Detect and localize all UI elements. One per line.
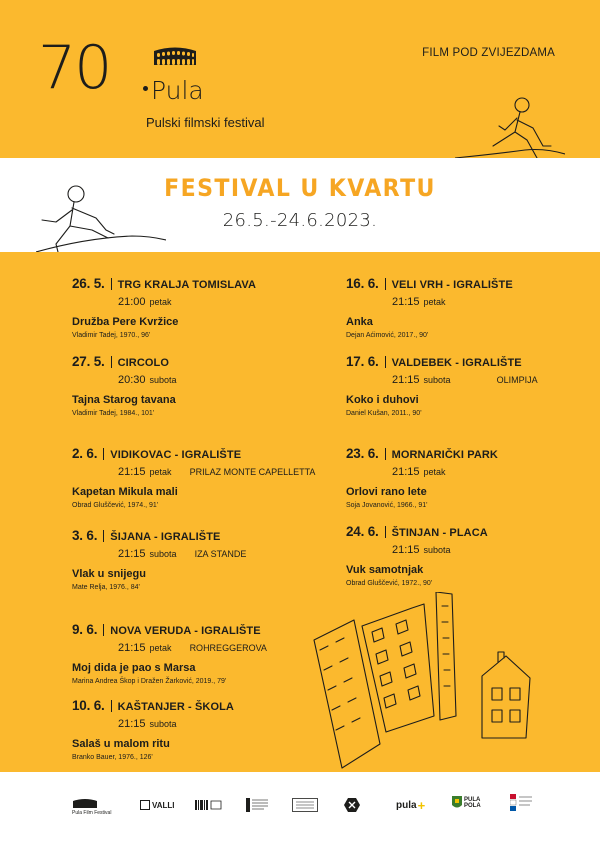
event-film-title: Orlovi rano lete [346, 486, 427, 498]
header-band [0, 0, 600, 158]
event-film-meta: Soja Jovanović, 1966., 91' [346, 502, 428, 509]
event-date: 27. 5. [72, 354, 105, 369]
event-time-row [392, 374, 586, 386]
county-logo-icon [510, 794, 534, 814]
sponsor-pula-plus-label: pula [396, 800, 417, 811]
event-time-row [118, 642, 312, 654]
event-divider [111, 278, 112, 290]
event-day: petak [423, 467, 446, 477]
event-day: subota [149, 375, 177, 385]
sponsor-valli-label: VALLI [152, 800, 175, 810]
sponsor-logos [0, 798, 600, 828]
event-time: 20:30 [118, 374, 146, 386]
sponsor-pff-label: Pula Film Festival [72, 810, 112, 816]
event-film-meta: Daniel Kušan, 2011., 90' [346, 410, 422, 417]
event-film-title: Anka [346, 316, 373, 328]
event-header [346, 524, 586, 539]
event-film-title: Kapetan Mikula mali [72, 486, 178, 498]
event-divider [385, 526, 386, 538]
event-date: 17. 6. [346, 354, 379, 369]
logo-dot [143, 86, 148, 91]
event-day: petak [149, 297, 172, 307]
event-header [72, 446, 312, 461]
event-film-title: Koko i duhovi [346, 394, 419, 406]
event-film-meta: Obrad Gluščević, 1972., 90' [346, 580, 433, 587]
event-card [346, 276, 586, 339]
event-time-row [118, 296, 312, 308]
event-film-meta: Obrad Gluščević, 1974., 91' [72, 502, 159, 509]
event-date: 9. 6. [72, 622, 98, 637]
event-venue: PRILAZ MONTE CAPELLETTA [189, 467, 316, 477]
sponsor-pff [72, 798, 111, 816]
event-card [72, 528, 312, 591]
sponsor-barcode [195, 800, 223, 810]
event-film-meta: Vladimir Tadej, 1970., 96' [72, 332, 151, 339]
arena-icon [152, 45, 198, 67]
event-header [72, 276, 312, 291]
event-location: MORNARIČKI PARK [391, 449, 498, 461]
arhiv-logo-icon [292, 798, 318, 812]
sponsor-county [510, 794, 534, 814]
event-time-row [118, 548, 312, 560]
event-date: 3. 6. [72, 528, 98, 543]
event-header [72, 354, 312, 369]
event-day: subota [423, 375, 451, 385]
event-day: petak [149, 467, 172, 477]
event-location: TRG KRALJA TOMISLAVA [117, 279, 257, 291]
event-date: 23. 6. [346, 446, 379, 461]
event-header [346, 354, 586, 369]
event-film-meta: Marina Andrea Škop i Dražen Žarković, 2019., 79' [72, 678, 227, 685]
event-film-meta: Dejan Aćimović, 2017., 90' [346, 332, 429, 339]
ministry-logo-icon [246, 798, 270, 812]
sponsor-grad-pola-label: POLA [464, 803, 481, 809]
sponsor-hex [344, 798, 360, 812]
event-time: 21:15 [118, 548, 146, 560]
hex-logo-icon [344, 798, 360, 812]
footer-band [0, 772, 600, 842]
event-location: ŠTINJAN - PLACA [391, 527, 488, 539]
event-location: VIDIKOVAC - IGRALIŠTE [110, 449, 242, 461]
pula-crest-icon [452, 796, 462, 810]
event-date: 2. 6. [72, 446, 98, 461]
event-divider [385, 448, 386, 460]
event-time: 21:15 [392, 466, 420, 478]
event-location: ŠIJANA - IGRALIŠTE [110, 531, 221, 543]
event-film-title: Tajna Starog tavana [72, 394, 176, 406]
pff-arena-icon [72, 798, 98, 808]
sponsor-grad-pula-label: PULA [464, 797, 481, 803]
event-location: NOVA VERUDA - IGRALIŠTE [110, 625, 261, 637]
event-divider [385, 278, 386, 290]
sponsor-arhiv [292, 798, 318, 812]
event-divider [103, 448, 104, 460]
event-time-row [118, 466, 316, 478]
event-film-title: Salaš u malom ritu [72, 738, 170, 750]
event-card [72, 354, 312, 417]
event-day: petak [423, 297, 446, 307]
sponsor-valli [140, 800, 175, 810]
event-time-row [392, 544, 586, 556]
event-time: 21:15 [118, 718, 146, 730]
event-film-meta: Mate Relja, 1976., 84' [72, 584, 140, 591]
buildings-icon [306, 592, 591, 772]
tagline: FILM POD ZVIJEZDAMA [422, 47, 555, 59]
event-header [72, 698, 312, 713]
festival-title: FESTIVAL U KVARTU [164, 174, 436, 202]
event-time: 21:00 [118, 296, 146, 308]
festival-dates: 26.5.-24.6.2023. [222, 210, 378, 231]
event-time: 21:15 [118, 642, 146, 654]
event-header [346, 446, 586, 461]
event-divider [103, 530, 104, 542]
event-date: 24. 6. [346, 524, 379, 539]
sponsor-pula-plus [396, 799, 425, 812]
title-band [0, 158, 600, 252]
event-date: 10. 6. [72, 698, 105, 713]
barcode-logo-icon [195, 800, 223, 810]
valli-mark-icon [140, 800, 150, 810]
logo-city: Pula [151, 76, 204, 105]
event-day: petak [149, 643, 172, 653]
event-venue: OLIMPIJA [496, 375, 538, 385]
event-header [346, 276, 586, 291]
event-divider [111, 356, 112, 368]
event-time: 21:15 [392, 374, 420, 386]
event-film-meta: Vladimir Tadej, 1984., 101' [72, 410, 155, 417]
logo-number: 70 [38, 33, 111, 103]
reclining-figure-top-icon [455, 88, 565, 160]
event-location: CIRCOLO [117, 357, 169, 369]
event-venue: IZA STANDE [194, 549, 247, 559]
event-time-row [118, 374, 312, 386]
event-day: subota [149, 549, 177, 559]
sponsor-ministry [246, 798, 270, 812]
event-card [346, 446, 586, 509]
event-time: 21:15 [118, 466, 146, 478]
event-location: VELI VRH - IGRALIŠTE [391, 279, 513, 291]
event-film-meta: Branko Bauer, 1976., 126' [72, 754, 153, 761]
event-film-title: Družba Pere Kvržice [72, 316, 179, 328]
event-card [346, 354, 586, 417]
event-divider [111, 700, 112, 712]
event-time-row [392, 296, 586, 308]
event-time: 21:15 [392, 544, 420, 556]
event-day: subota [423, 545, 451, 555]
sponsor-grad-pula [452, 796, 481, 810]
event-time-row [118, 718, 312, 730]
event-film-title: Moj dida je pao s Marsa [72, 662, 196, 674]
event-film-title: Vuk samotnjak [346, 564, 424, 576]
event-time-row [392, 466, 586, 478]
event-location: VALDEBEK - IGRALIŠTE [391, 357, 522, 369]
event-film-title: Vlak u snijegu [72, 568, 146, 580]
event-divider [385, 356, 386, 368]
event-date: 26. 5. [72, 276, 105, 291]
event-divider [103, 624, 104, 636]
event-card [72, 698, 312, 761]
event-header [72, 622, 312, 637]
logo-subtitle: Pulski filmski festival [146, 115, 265, 130]
event-card [346, 524, 586, 587]
event-location: KAŠTANJER - ŠKOLA [117, 701, 234, 713]
event-venue: ROHREGGEROVA [189, 643, 267, 653]
event-day: subota [149, 719, 177, 729]
event-card [72, 446, 316, 509]
event-header [72, 528, 312, 543]
event-card [72, 276, 312, 339]
event-time: 21:15 [392, 296, 420, 308]
plus-icon: + [417, 798, 426, 813]
event-date: 16. 6. [346, 276, 379, 291]
event-card [72, 622, 312, 685]
